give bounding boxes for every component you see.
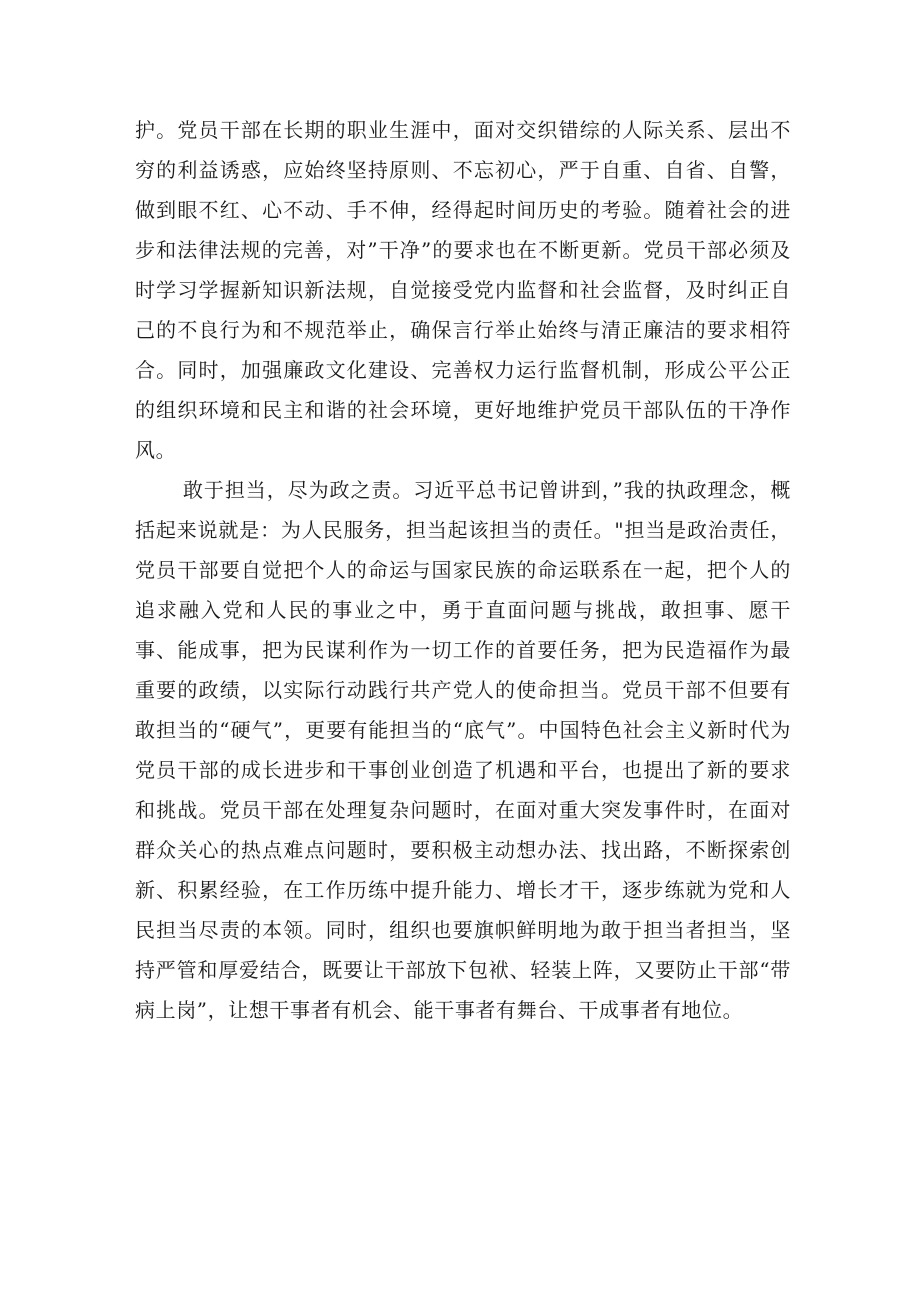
paragraph-continued: 护。党员干部在长期的职业生涯中，面对交织错综的人际关系、层出不穷的利益诱惑，应始终坚持原则、不忘初心，严于自重、自省、自警，做到眼不红、心不动、手不伸，经得起时间历史的考验。随着社会的进步和法律法规的完善，对”干净”的要求也在不断更新。党员干部必须及时学习学握新知识新法规，自觉接受党内监督和社会监督，及时纠正自己的不良行为和不规范举止，确保言行举止始终与清正廉洁的要求相符合。同时，加强廉政文化建设、完善权力运行监督机制，形成公平公正的组织环境和民主和谐的社会环境，更好地维护党员干部队伍的干净作风。	[135, 118, 791, 462]
paragraph-responsibility: 敢于担当，尽为政之责。习近平总书记曾讲到，”我的执政理念，概括起来说就是：为人民服务，担当起该担当的责任。"担当是政治责任，党员干部要自觉把个人的命运与国家民族的命运联系在一起，把个人的追求融入党和人民的事业之中，勇于直面问题与挑战，敢担事、愿干事、能成事，把为民谋利作为一切工作的首要任务，把为民造福作为最重要的政绩，以实际行动践行共产党人的使命担当。党员干部不但要有敢担当的“硬气”，更要有能担当的“底气”。中国特色社会主义新时代为党员干部的成长进步和干事创业创造了机遇和平台，也提出了新的要求和挑战。党员干部在处理复杂问题时，在面对重大突发事件时，在面对群众关心的热点难点问题时，要积极主动想办法、找出路，不断探索创新、积累经验，在工作历练中提升能力、增长才干，逐步练就为党和人民担当尽责的本领。同时，组织也要旗帜鲜明地为敢于担当者担当，坚持严管和厚爱结合，既要让干部放下包袱、轻装上阵，又要防止干部“带病上岗”，让想干事者有机会、能干事者有舞台、干成事者有地位。	[135, 478, 791, 1022]
document-body	[135, 110, 791, 1030]
